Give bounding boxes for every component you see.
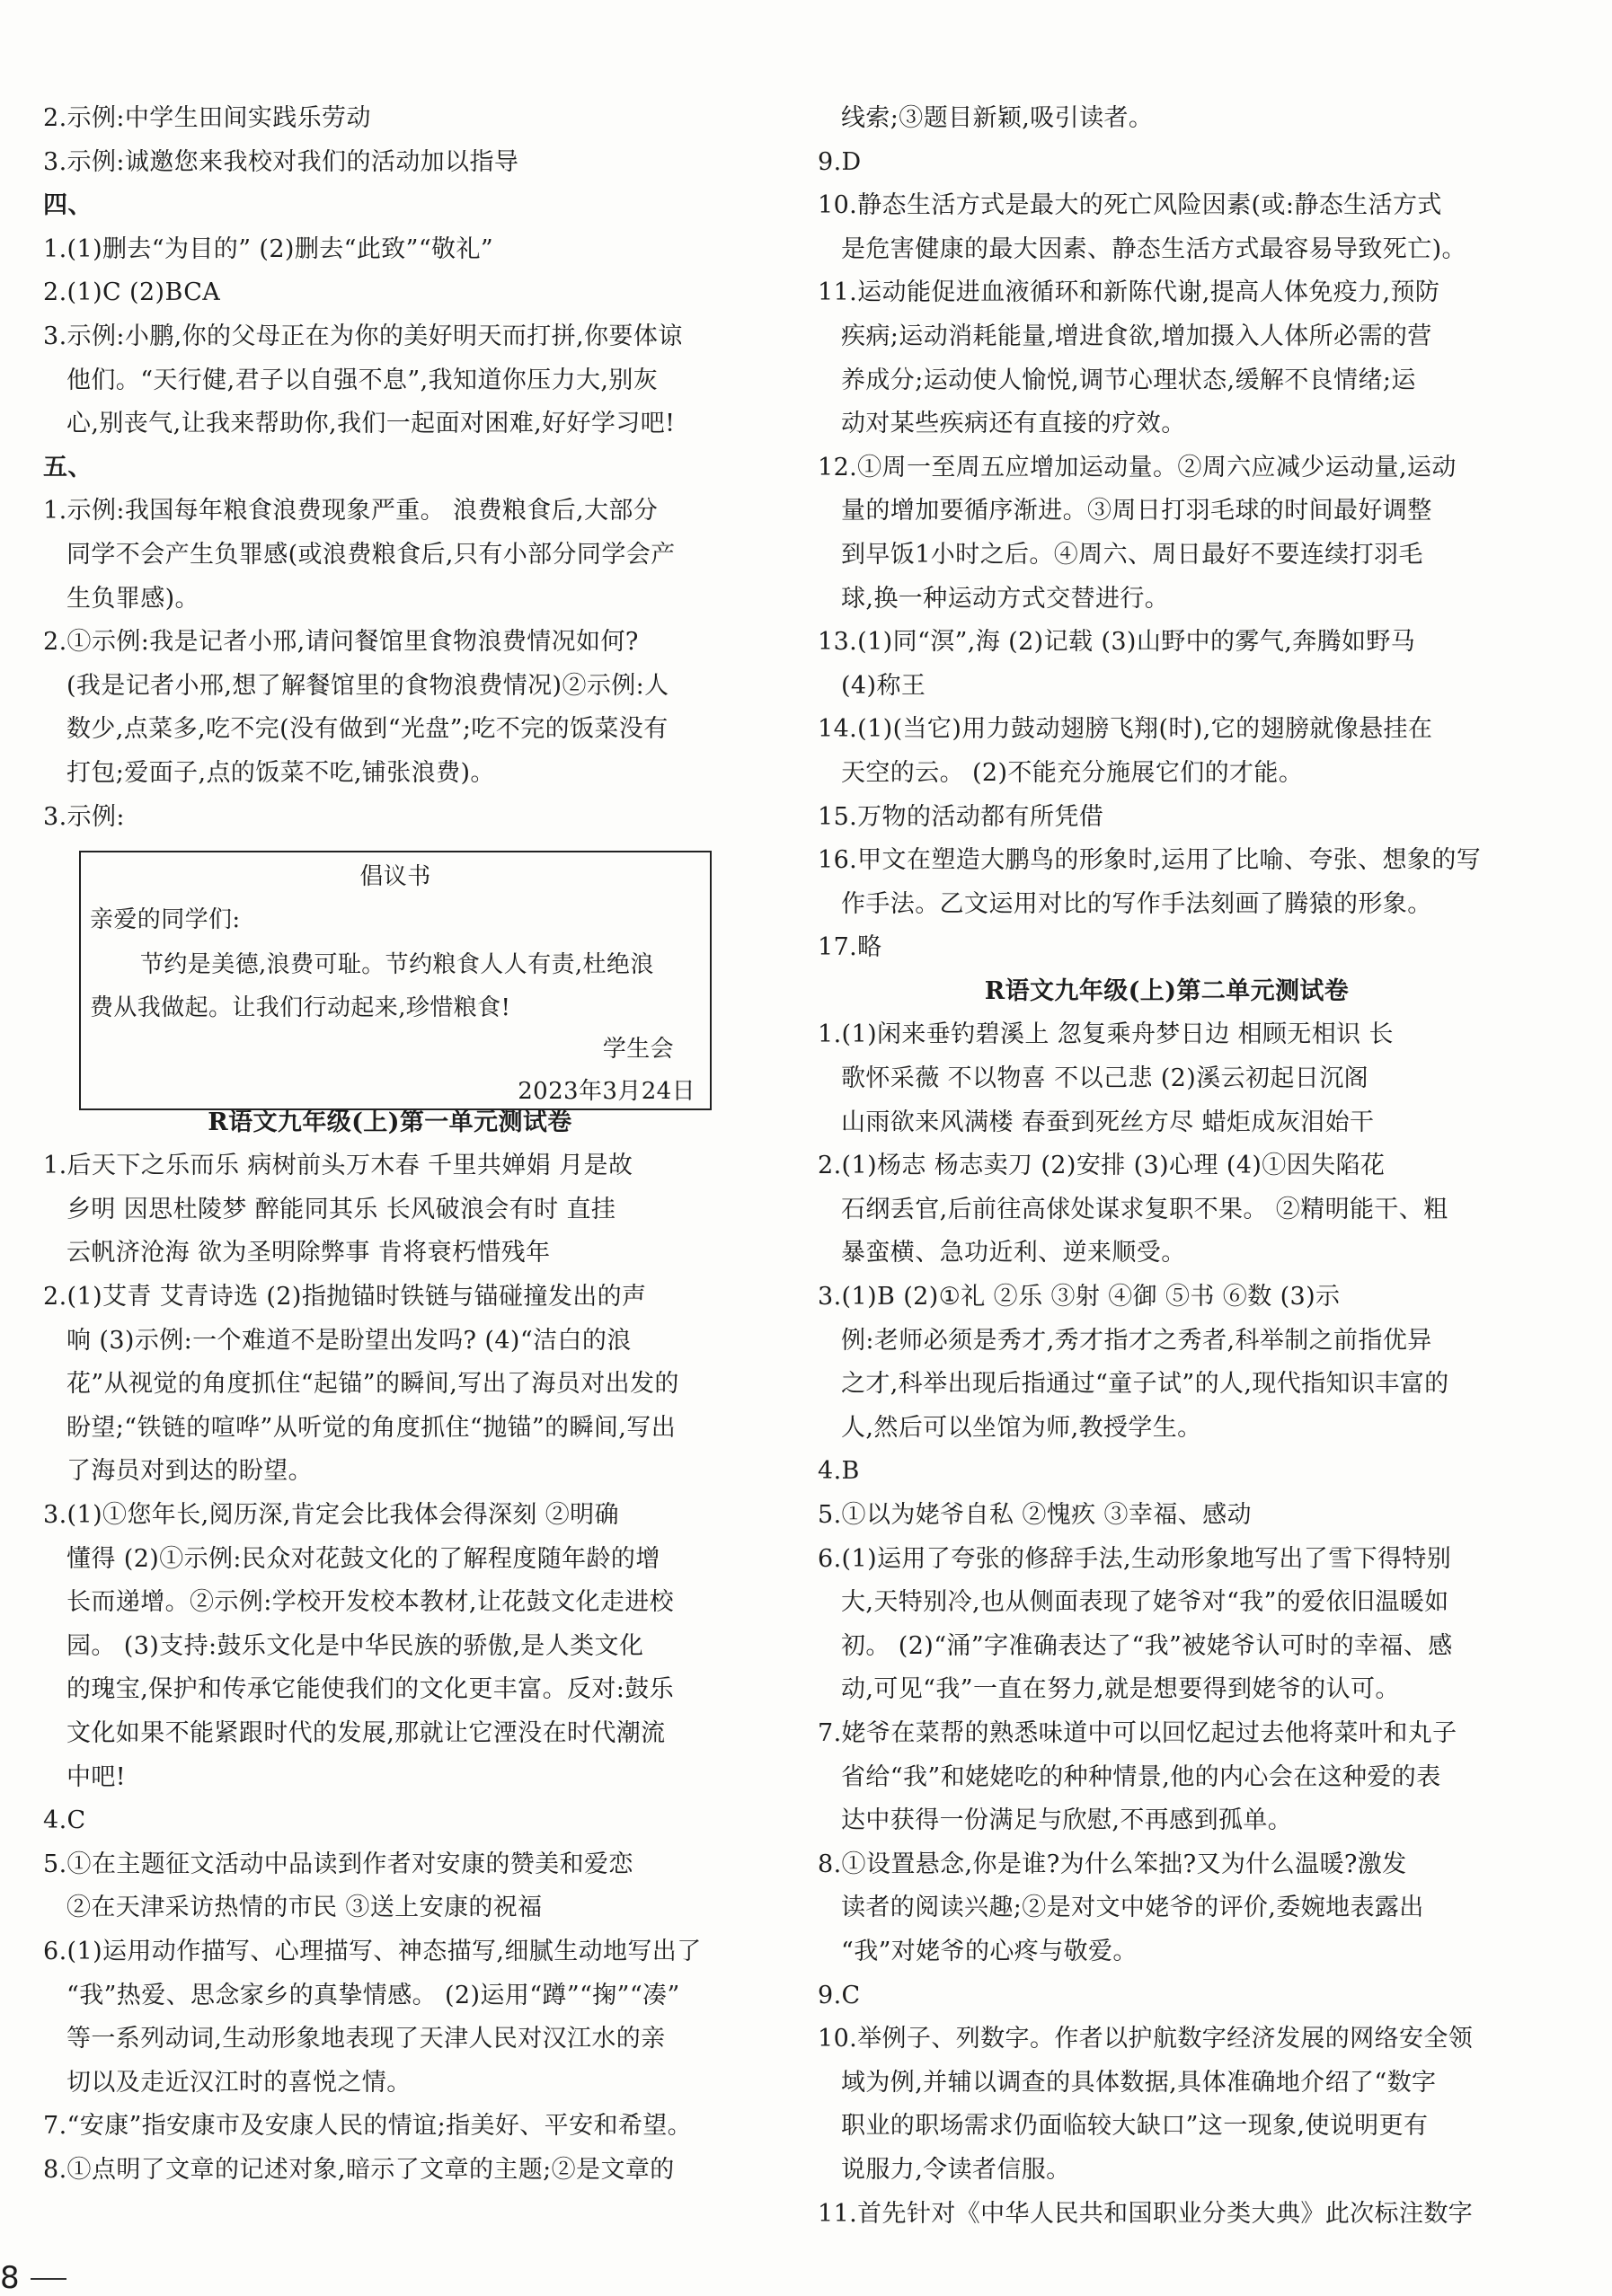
answer-line: (我是记者小邢,想了解餐馆里的食物浪费情况)②示例:人 — [66, 671, 669, 700]
answer-line: 4.C — [43, 1806, 86, 1835]
answer-line: 9.D — [818, 147, 862, 176]
answer-line: 到早饭1小时之后。④周六、周日最好不要连续打羽毛 — [841, 540, 1423, 569]
answer-line: “我”对姥爷的心疼与敬爱。 — [841, 1937, 1138, 1965]
answer-line: 1.示例:我国每年粮食浪费现象严重。 浪费粮食后,大部分 — [43, 497, 659, 525]
answer-line: 是危害健康的最大因素、静态生活方式最容易导致死亡)。 — [841, 234, 1466, 263]
answer-line: 8.①设置悬念,你是谁?为什么笨拙?又为什么温暖?激发 — [818, 1850, 1407, 1878]
answer-line: 打包;爱面子,点的饭菜不吃,铺张浪费)。 — [66, 758, 495, 787]
answer-line: 3.(1)B (2)①礼 ②乐 ③射 ④御 ⑤书 ⑥数 (3)示 — [818, 1283, 1341, 1311]
section-heading: R语文九年级(上)第二单元测试卷 — [984, 976, 1350, 1005]
answer-line: 2.(1)杨志 杨志卖刀 (2)安排 (3)心理 (4)①因失陷花 — [818, 1152, 1386, 1180]
answer-line: 12.①周一至周五应增加运动量。②周六应减少运动量,运动 — [818, 453, 1457, 481]
answer-line: 11.运动能促进血液循环和新陈代谢,提高人体免疫力,预防 — [818, 278, 1440, 307]
proposal-body-line: 费从我做起。让我们行动起来,珍惜粮食! — [90, 994, 511, 1021]
answer-line: 五、 — [43, 453, 93, 481]
answer-line: 花”从视觉的角度抓住“起锚”的瞬间,写出了海员对出发的 — [66, 1370, 679, 1399]
answer-line: 他们。“天行健,君子以自强不息”,我知道你压力大,别灰 — [66, 366, 659, 394]
answer-line: 石纲丢官,后前往高俅处谋求复职不果。 ②精明能干、粗 — [841, 1195, 1448, 1223]
answer-line: (4)称王 — [841, 671, 926, 700]
answer-line: 切以及走近汉江时的喜悦之情。 — [66, 2068, 412, 2097]
answer-line: 数少,点菜多,吃不完(没有做到“光盘”;吃不完的饭菜没有 — [66, 715, 669, 744]
answer-line: 17.略 — [818, 933, 882, 962]
answer-line: 大,天特别冷,也从侧面表现了姥爷对“我”的爱依旧温暖如 — [841, 1588, 1449, 1617]
answer-line: 云帆济沧海 欲为圣明除弊事 肯将衰朽惜残年 — [66, 1239, 551, 1267]
answer-line: 2.(1)艾青 艾青诗选 (2)指抛锚时铁链与锚碰撞发出的声 — [43, 1283, 647, 1311]
answer-line: 16.甲文在塑造大鹏鸟的形象时,运用了比喻、夸张、想象的写 — [818, 846, 1482, 875]
answer-line: 人,然后可以坐馆为师,教授学生。 — [841, 1413, 1202, 1442]
answer-line: 歌怀采薇 不以物喜 不以己悲 (2)溪云初起日沉阁 — [841, 1064, 1368, 1093]
left-column — [43, 97, 737, 2193]
answer-line: 10.静态生活方式是最大的死亡风险因素(或:静态生活方式 — [818, 191, 1442, 220]
answer-line: 6.(1)运用了夸张的修辞手法,生动形象地写出了雪下得特别 — [818, 1544, 1452, 1573]
answer-line: 1.后天下之乐而乐 病树前头万木春 千里共婵娟 月是故 — [43, 1152, 633, 1180]
answer-line: 初。 (2)“涌”字准确表达了“我”被姥爷认可时的幸福、感 — [841, 1631, 1453, 1660]
answer-line: 心,别丧气,让我来帮助你,我们一起面对困难,好好学习吧! — [66, 410, 676, 438]
section-heading: R语文九年级(上)第一单元测试卷 — [208, 1108, 572, 1136]
answer-line: 盼望;“铁链的喧哗”从听觉的角度抓住“抛锚”的瞬间,写出 — [66, 1413, 677, 1442]
answer-line: 7.姥爷在菜帮的熟悉味道中可以回忆起过去他将菜叶和丸子 — [818, 1718, 1457, 1747]
answer-line: 域为例,并辅以调查的具体数据,具体准确地介绍了“数字 — [841, 2068, 1437, 2097]
answer-line: 的瑰宝,保护和传承它能使我们的文化更丰富。反对:鼓乐 — [66, 1675, 675, 1704]
answer-line: 乡明 因思杜陵梦 醉能同其乐 长风破浪会有时 直挂 — [66, 1195, 616, 1223]
page-number-dash — [31, 2278, 66, 2280]
answer-line: 天空的云。 (2)不能充分施展它们的才能。 — [841, 758, 1304, 787]
answer-line: 9.C — [818, 1981, 861, 2009]
answer-line: 疾病;运动消耗能量,增进食欲,增加摄入人体所必需的营 — [841, 322, 1432, 350]
answer-line: 5.①以为姥爷自私 ②愧疚 ③幸福、感动 — [818, 1501, 1252, 1529]
answer-line: 文化如果不能紧跟时代的发展,那就让它湮没在时代潮流 — [66, 1718, 666, 1747]
answer-line: 说服力,令读者信服。 — [841, 2155, 1071, 2184]
answer-line: 例:老师必须是秀才,秀才指才之秀者,科举制之前指优异 — [841, 1326, 1432, 1355]
answer-line: 达中获得一份满足与欣慰,不再感到孤单。 — [841, 1806, 1293, 1835]
answer-line: 读者的阅读兴趣;②是对文中姥爷的评价,委婉地表露出 — [841, 1894, 1424, 1922]
answer-line: 11.首先针对《中华人民共和国职业分类大典》此次标注数字 — [818, 2199, 1474, 2228]
answer-line: 懂得 (2)①示例:民众对花鼓文化的了解程度随年龄的增 — [66, 1544, 660, 1573]
proposal-box — [79, 851, 712, 1110]
answer-line: 3.(1)①您年长,阅历深,肯定会比我体会得深刻 ②明确 — [43, 1501, 619, 1529]
answer-line: 14.(1)(当它)用力鼓动翅膀飞翔(时),它的翅膀就像悬挂在 — [818, 715, 1433, 744]
proposal-title: 倡议书 — [359, 863, 431, 890]
answer-line: 动对某些疾病还有直接的疗效。 — [841, 410, 1186, 438]
answer-line: 15.万物的活动都有所凭借 — [818, 802, 1104, 831]
answer-line: 线索;③题目新颖,吸引读者。 — [841, 104, 1154, 132]
answer-line: 4.B — [818, 1457, 860, 1486]
answer-line: 10.举例子、列数字。作者以护航数字经济发展的网络安全领 — [818, 2025, 1474, 2053]
answer-line: 5.①在主题征文活动中品读到作者对安康的赞美和爱恋 — [43, 1850, 633, 1878]
answer-line: 等一系列动词,生动形象地表现了天津人民对汉江水的亲 — [66, 2025, 666, 2053]
answer-line: 量的增加要循序渐进。③周日打羽毛球的时间最好调整 — [841, 497, 1432, 525]
page-number: 8 — [0, 2260, 20, 2296]
answer-line: 作手法。乙文运用对比的写作手法刻画了腾猿的形象。 — [841, 889, 1432, 918]
answer-line: 园。 (3)支持:鼓乐文化是中华民族的骄傲,是人类文化 — [66, 1631, 644, 1660]
answer-line: 3.示例:小鹏,你的父母正在为你的美好明天而打拼,你要体谅 — [43, 322, 683, 350]
answer-line: ②在天津采访热情的市民 ③送上安康的祝福 — [66, 1894, 543, 1922]
answer-line: 球,换一种运动方式交替进行。 — [841, 584, 1170, 613]
answer-line: 响 (3)示例:一个难道不是盼望出发吗? (4)“洁白的浪 — [66, 1326, 632, 1355]
answer-line: 同学不会产生负罪感(或浪费粮食后,只有小部分同学会产 — [66, 540, 676, 569]
answer-line: 山雨欲来风满楼 春蚕到死丝方尽 蜡炬成灰泪始干 — [841, 1108, 1375, 1136]
answer-line: 13.(1)同“溟”,海 (2)记载 (3)山野中的雾气,奔腾如野马 — [818, 628, 1416, 657]
answer-line: 之才,科举出现后指通过“童子试”的人,现代指知识丰富的 — [841, 1370, 1449, 1399]
answer-line: 四、 — [43, 191, 93, 220]
answer-line: 1.(1)闲来垂钓碧溪上 忽复乘舟梦日边 相顾无相识 长 — [818, 1020, 1394, 1049]
answer-line: 6.(1)运用动作描写、心理描写、神态描写,细腻生动地写出了 — [43, 1937, 702, 1965]
answer-line: 长而递增。②示例:学校开发校本教材,让花鼓文化走进校 — [66, 1588, 675, 1617]
answer-line: 中吧! — [66, 1762, 127, 1791]
answer-line: 3.示例:诚邀您来我校对我们的活动加以指导 — [43, 147, 519, 176]
proposal-salutation: 亲爱的同学们: — [90, 906, 241, 933]
answer-line: 了海员对到达的盼望。 — [66, 1457, 313, 1486]
answer-line: 3.示例: — [43, 802, 125, 831]
answer-line: 2.①示例:我是记者小邢,请问餐馆里食物浪费情况如何? — [43, 628, 639, 657]
proposal-signature: 学生会 — [602, 1036, 674, 1063]
answer-line: 养成分;运动使人愉悦,调节心理状态,缓解不良情绪;运 — [841, 366, 1416, 394]
right-column — [818, 97, 1516, 2236]
answer-line: 2.(1)C (2)BCA — [43, 278, 221, 307]
proposal-date: 2023年3月24日 — [518, 1078, 695, 1105]
answer-line: 生负罪感)。 — [66, 584, 199, 613]
answer-line: 7.“安康”指安康市及安康人民的情谊;指美好、平安和希望。 — [43, 2112, 693, 2141]
answer-line: 暴蛮横、急功近利、逆来顺受。 — [841, 1239, 1186, 1267]
answer-line: 动,可见“我”一直在努力,就是想要得到姥爷的认可。 — [841, 1675, 1400, 1704]
answer-line: 职业的职场需求仍面临较大缺口”这一现象,使说明更有 — [841, 2112, 1429, 2141]
answer-line: 1.(1)删去“为目的” (2)删去“此致”“敬礼” — [43, 234, 494, 263]
proposal-body-line: 节约是美德,浪费可耻。节约粮食人人有责,杜绝浪 — [140, 951, 654, 978]
answer-line: 省给“我”和姥姥吃的种种情景,他的内心会在这种爱的表 — [841, 1762, 1441, 1791]
answer-line: 2.示例:中学生田间实践乐劳动 — [43, 104, 371, 132]
answer-line: 8.①点明了文章的记述对象,暗示了文章的主题;②是文章的 — [43, 2155, 675, 2184]
answer-line: “我”热爱、思念家乡的真挚情感。 (2)运用“蹲”“掬”“凑” — [66, 1981, 680, 2009]
